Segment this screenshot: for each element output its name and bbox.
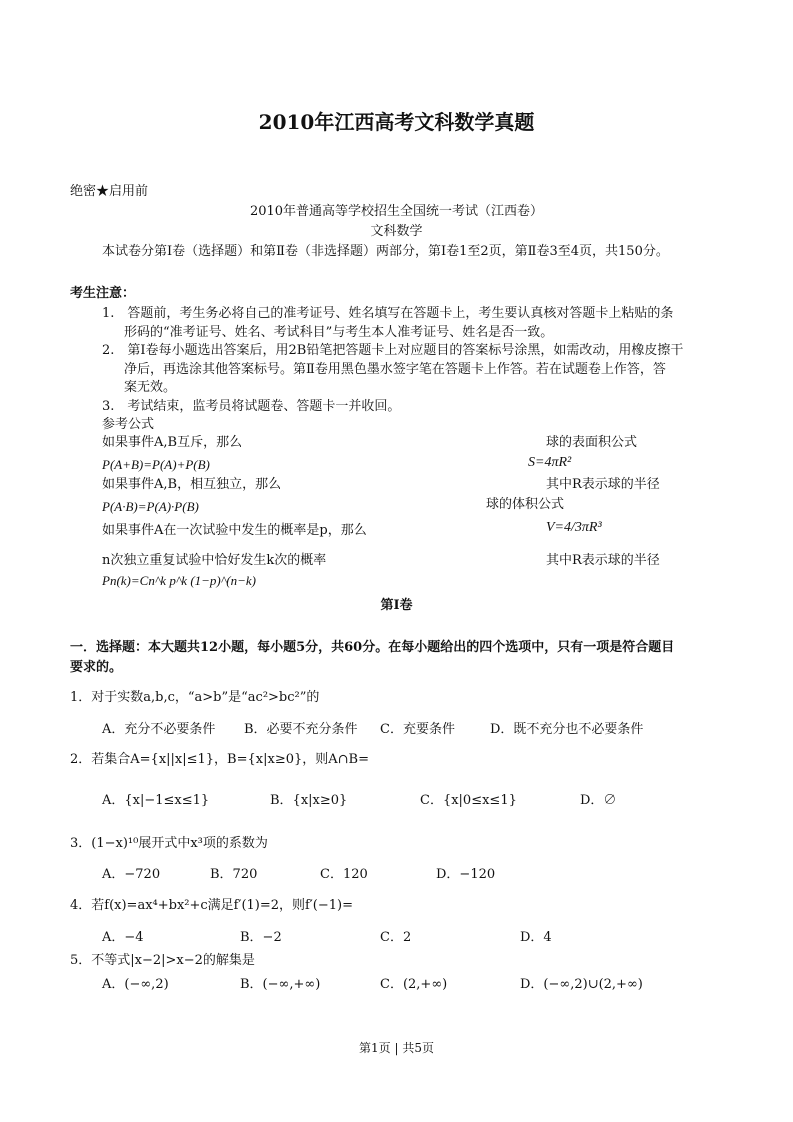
question-2-option-d: D．∅: [580, 793, 617, 808]
question-2-option-b: B．{x|x≥0}: [270, 793, 348, 808]
question-5-option-d: D．(−∞,2)∪(2,+∞): [520, 977, 643, 992]
notice-item-2: 2. 第Ⅰ卷每小题选出答案后，用2B铅笔把答题卡上对应题目的答案标号涂黑，如需改动，用橡皮擦干: [102, 343, 684, 358]
question-2-option-c: C．{x|0≤x≤1}: [420, 793, 517, 808]
question-3-option-a: A．−720: [102, 867, 161, 882]
subject-label: 文科数学: [370, 224, 423, 239]
question-4-option-c: C．2: [380, 930, 412, 945]
notice-heading: 考生注意：: [70, 286, 136, 301]
question-1-stem: 1．对于实数a,b,c，“a>b”是“ac²>bc²”的: [70, 690, 320, 705]
formula-line-3-right: 其中R表示球的半径: [546, 477, 660, 492]
formula-line-1-right: 球的表面积公式: [546, 435, 638, 450]
question-1-option-d: D．既不充分也不必要条件: [490, 722, 644, 737]
formula-line-6-right: 其中R表示球的半径: [546, 553, 660, 568]
question-4-stem: 4．若f(x)=ax⁴+bx²+c满足f′(1)=2，则f′(−1)=: [70, 898, 353, 913]
question-3-option-d: D．−120: [436, 867, 496, 882]
question-3-option-b: B．720: [210, 867, 258, 882]
formula-line-6-left: n次独立重复试验中恰好发生k次的概率: [102, 553, 327, 568]
part-title: 第Ⅰ卷: [380, 598, 413, 613]
question-1-option-a: A．充分不必要条件: [102, 722, 216, 737]
formula-product-rule: P(A·B)=P(A)·P(B): [102, 499, 199, 514]
exam-name: 2010年普通高等学校招生全国统一考试（江西卷）: [249, 204, 544, 219]
question-3-option-c: C．120: [320, 867, 368, 882]
question-3-stem: 3．(1−x)¹⁰展开式中x³项的系数为: [70, 836, 268, 851]
question-2-stem: 2．若集合A={x||x|≤1}，B={x|x≥0}，则A∩B=: [70, 752, 369, 767]
formula-line-1-left: 如果事件A,B互斥，那么: [102, 435, 243, 450]
question-1-option-c: C．充要条件: [380, 722, 455, 737]
question-4-option-d: D．4: [520, 930, 552, 945]
question-4-option-b: B．−2: [240, 930, 282, 945]
formula-line-3-left: 如果事件A,B，相互独立，那么: [102, 477, 282, 492]
formula-sum-rule: P(A+B)=P(A)+P(B): [102, 457, 210, 472]
formula-binomial: Pn(k)=Cn^k p^k (1−p)^(n−k): [102, 573, 256, 588]
formula-sphere-volume: V=4/3πR³: [546, 520, 602, 535]
notice-item-3: 3. 考试结束，监考员将试题卷、答题卡一并收回。: [102, 399, 401, 414]
exam-intro: 本试卷分第Ⅰ卷（选择题）和第Ⅱ卷（非选择题）两部分，第Ⅰ卷1至2页，第Ⅱ卷3至4页，共150分。: [102, 244, 669, 259]
page-footer: 第1页 | 共5页: [359, 1041, 434, 1055]
question-5-option-b: B．(−∞,+∞): [240, 977, 321, 992]
notice-item-1: 1. 答题前，考生务必将自己的准考证号、姓名填写在答题卡上，考生要认真核对答题卡上粘贴的条: [102, 306, 674, 321]
formula-line-4-right: 球的体积公式: [486, 497, 565, 512]
document-title: 2010年江西高考文科数学真题: [258, 110, 535, 134]
section-heading: 一．选择题：本大题共12小题，每小题5分，共60分。在每小题给出的四个选项中，只有一项是符合题目: [70, 640, 675, 655]
section-heading-cont: 要求的。: [70, 660, 123, 675]
question-5-stem: 5．不等式|x−2|>x−2的解集是: [70, 953, 255, 968]
question-2-option-a: A．{x|−1≤x≤1}: [102, 793, 210, 808]
formulas-heading: 参考公式: [102, 417, 155, 432]
question-5-option-a: A．(−∞,2): [102, 977, 169, 992]
formula-sphere-area: S=4πR²: [528, 455, 572, 470]
question-4-option-a: A．−4: [102, 930, 144, 945]
notice-item-1-cont: 形码的“准考证号、姓名、考试科目”与考生本人准考证号、姓名是否一致。: [124, 325, 554, 340]
question-1-option-b: B．必要不充分条件: [244, 722, 358, 737]
secret-label: 绝密★启用前: [70, 184, 149, 199]
notice-item-2-cont2: 案无效。: [124, 380, 177, 395]
question-5-option-c: C．(2,+∞): [380, 977, 448, 992]
notice-item-2-cont: 净后，再选涂其他答案标号。第Ⅱ卷用黑色墨水签字笔在答题卡上作答。若在试题卷上作答，答: [124, 362, 666, 377]
formula-line-5-left: 如果事件A在一次试验中发生的概率是p，那么: [102, 523, 367, 538]
